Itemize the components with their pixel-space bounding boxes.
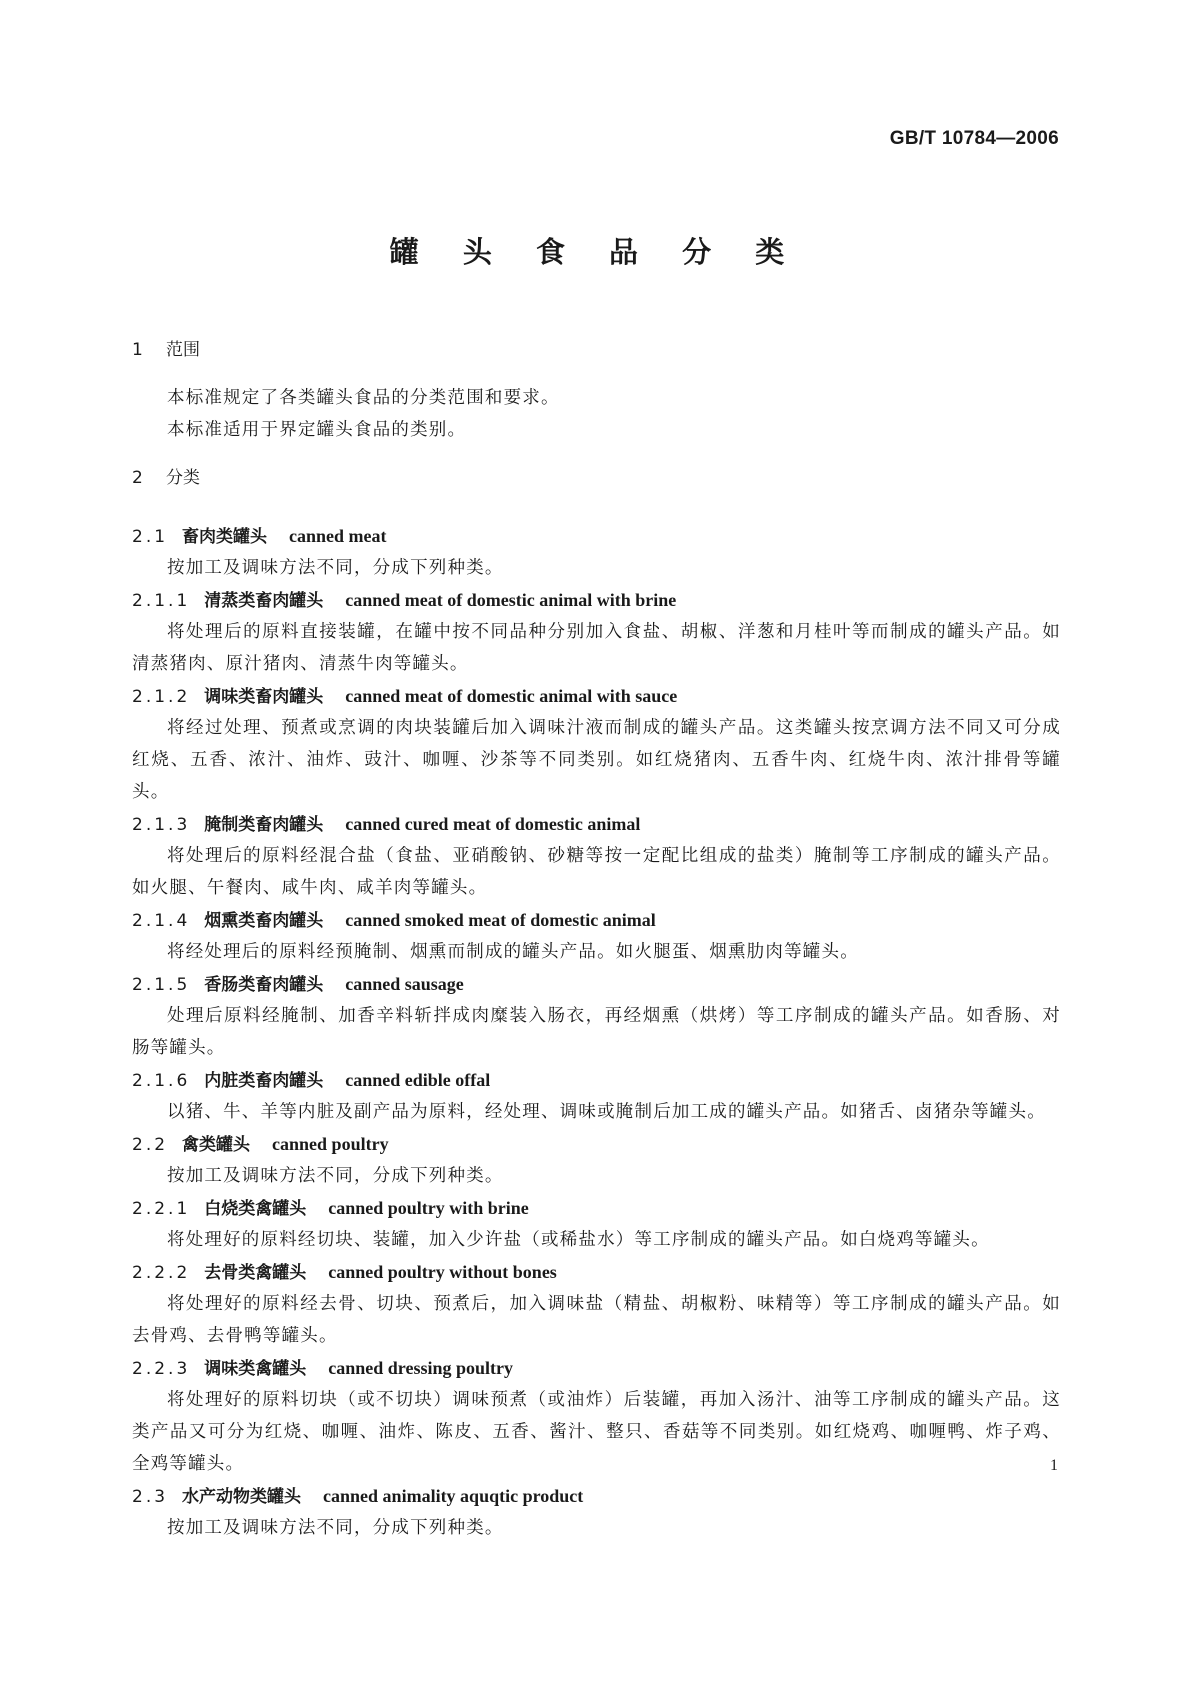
- page-title: 罐 头 食 品 分 类: [389, 235, 802, 269]
- clause-text: 将处理好的原料切块（或不切块）调味预煮（或油炸）后装罐，再加入汤汁、油等工序制成的罐头产品。这类产品又可分为红烧、咖喱、油炸、陈皮、五香、酱汁、整只、香菇等不同类别。如红烧鸡、咖喱鸭、炸子鸡、全鸡等罐头。: [132, 1390, 1061, 1474]
- clause-heading: [132, 1192, 1061, 1224]
- clause-text: 按加工及调味方法不同，分成下列种类。: [167, 1518, 504, 1538]
- clause-title-en: canned poultry without bones: [328, 1262, 557, 1282]
- clause-title-zh: 内脏类畜肉罐头: [204, 1071, 324, 1091]
- clause-text: 将处理后的原料直接装罐，在罐中按不同品种分别加入食盐、胡椒、洋葱和月桂叶等而制成的罐头产品。如清蒸猪肉、原汁猪肉、清蒸牛肉等罐头。: [132, 622, 1061, 674]
- clause-number: 2.1.5: [132, 975, 191, 995]
- clause-title-zh: 调味类畜肉罐头: [204, 687, 324, 707]
- clause-title-zh: 香肠类畜肉罐头: [204, 975, 324, 995]
- clause-title-en: canned cured meat of domestic animal: [345, 814, 641, 834]
- clause-heading: [132, 520, 1061, 552]
- clause-heading: [132, 968, 1061, 1000]
- clause-text: 将经过处理、预煮或烹调的肉块装罐后加入调味汁液而制成的罐头产品。这类罐头按烹调方法不同又可分成红烧、五香、浓汁、油炸、豉汁、咖喱、沙茶等不同类别。如红烧猪肉、五香牛肉、红烧牛肉、浓汁排骨等罐头。: [132, 718, 1061, 802]
- section-heading-classification: [132, 462, 1061, 494]
- clause-title-en: canned poultry: [272, 1134, 389, 1154]
- clause-heading: [132, 808, 1061, 840]
- clause-number: 2.1.3: [132, 815, 191, 835]
- clause-title-zh: 调味类禽罐头: [204, 1359, 307, 1379]
- clause-number: 2.2.2: [132, 1263, 191, 1283]
- clause-title-en: canned poultry with brine: [328, 1198, 529, 1218]
- clause-text: 将经处理后的原料经预腌制、烟熏而制成的罐头产品。如火腿蛋、烟熏肋肉等罐头。: [167, 942, 859, 962]
- clause-text: 将处理好的原料经切块、装罐，加入少许盐（或稀盐水）等工序制成的罐头产品。如白烧鸡等罐头。: [167, 1230, 990, 1250]
- standard-code: GB/T 10784—2006: [889, 128, 1059, 149]
- section-number: 2: [132, 468, 144, 488]
- clause-heading: [132, 1064, 1061, 1096]
- clause-title-zh: 禽类罐头: [182, 1135, 251, 1155]
- clause-text: 按加工及调味方法不同，分成下列种类。: [167, 1166, 504, 1186]
- clause-title-zh: 烟熏类畜肉罐头: [204, 911, 324, 931]
- clause-text: 以猪、牛、羊等内脏及副产品为原料，经处理、调味或腌制后加工成的罐头产品。如猪舌、卤猪杂等罐头。: [167, 1102, 1046, 1122]
- clause-title-en: canned meat: [289, 526, 387, 546]
- clause-title-en: canned meat of domestic animal with brine: [345, 590, 677, 610]
- clause-title-zh: 水产动物类罐头: [182, 1487, 302, 1507]
- clause-title-en: canned meat of domestic animal with sauce: [345, 686, 678, 706]
- clause-number: 2.1.6: [132, 1071, 191, 1091]
- page-number: 1: [1050, 1457, 1058, 1474]
- clause-title-en: canned edible offal: [345, 1070, 491, 1090]
- clause-title-zh: 清蒸类畜肉罐头: [204, 591, 324, 611]
- paragraph: 本标准适用于界定罐头食品的类别。: [167, 420, 467, 440]
- clause-heading: [132, 584, 1061, 616]
- section-title: 范围: [166, 340, 200, 360]
- clause-title-zh: 去骨类禽罐头: [204, 1263, 307, 1283]
- clause-text: 将处理后的原料经混合盐（食盐、亚硝酸钠、砂糖等按一定配比组成的盐类）腌制等工序制成的罐头产品。如火腿、午餐肉、咸牛肉、咸羊肉等罐头。: [132, 846, 1061, 898]
- section-heading-scope: [132, 334, 1061, 366]
- clause-text: 将处理好的原料经去骨、切块、预煮后，加入调味盐（精盐、胡椒粉、味精等）等工序制成的罐头产品。如去骨鸡、去骨鸭等罐头。: [132, 1294, 1061, 1346]
- section-title: 分类: [166, 468, 200, 488]
- clause-heading: [132, 680, 1061, 712]
- clause-title-en: canned smoked meat of domestic animal: [345, 910, 656, 930]
- clause-number: 2.2.1: [132, 1199, 191, 1219]
- clause-text: 处理后原料经腌制、加香辛料斩拌成肉糜装入肠衣，再经烟熏（烘烤）等工序制成的罐头产品。如香肠、对肠等罐头。: [132, 1006, 1061, 1058]
- clause-number: 2.3: [132, 1487, 169, 1507]
- clause-heading: [132, 1480, 1061, 1512]
- clause-number: 2.1.4: [132, 911, 191, 931]
- clause-number: 2.1.2: [132, 687, 191, 707]
- clause-heading: [132, 1352, 1061, 1384]
- clause-number: 2.2: [132, 1135, 169, 1155]
- classification-list: [132, 520, 1061, 1544]
- clause-title-en: canned dressing poultry: [328, 1358, 513, 1378]
- clause-number: 2.2.3: [132, 1359, 191, 1379]
- clause-title-zh: 畜肉类罐头: [182, 527, 268, 547]
- clause-title-zh: 白烧类禽罐头: [204, 1199, 307, 1219]
- clause-heading: [132, 1256, 1061, 1288]
- section-number: 1: [132, 340, 144, 360]
- clause-heading: [132, 904, 1061, 936]
- clause-title-en: canned sausage: [345, 974, 464, 994]
- clause-number: 2.1.1: [132, 591, 191, 611]
- document-body: [132, 334, 1061, 1544]
- clause-text: 按加工及调味方法不同，分成下列种类。: [167, 558, 504, 578]
- clause-heading: [132, 1128, 1061, 1160]
- clause-number: 2.1: [132, 527, 169, 547]
- clause-title-en: canned animality aquqtic product: [323, 1486, 584, 1506]
- paragraph: 本标准规定了各类罐头食品的分类范围和要求。: [167, 388, 560, 408]
- clause-title-zh: 腌制类畜肉罐头: [204, 815, 324, 835]
